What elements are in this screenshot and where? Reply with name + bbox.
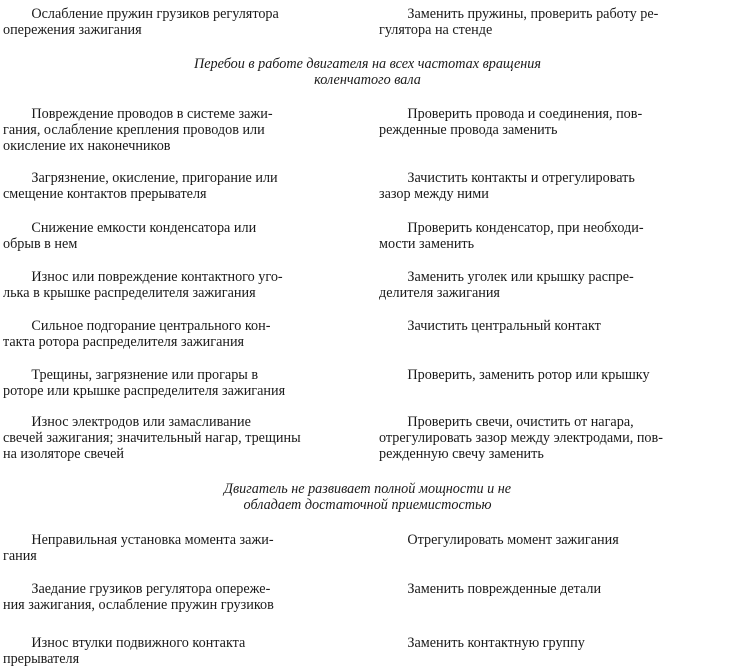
remedy-text: Заменить пружины, проверить работу ре- гулятора на стенде — [379, 6, 659, 38]
section-heading: Двигатель не развивает полной мощности и не обладает достаточной приемистостью — [223, 481, 512, 513]
remedy-text: Проверить провода и соединения, пов- режденные провода заменить — [379, 106, 643, 138]
cause-text: Сильное подгорание центрального кон- такта ротора распределителя зажигания — [3, 318, 271, 350]
cause-text: Износ или повреждение контактного уго- лька в крышке распределителя зажигания — [3, 269, 283, 301]
remedy-text: Заменить поврежденные детали — [379, 581, 602, 597]
cause-text: Заедание грузиков регулятора опереже- ния зажигания, ослабление пружин грузиков — [3, 581, 274, 613]
cause-text: Повреждение проводов в системе зажи- гания, ослабление крепления проводов или окисление их наконечников — [3, 106, 273, 154]
remedy-text: Проверить конденсатор, при необходи- мости заменить — [379, 220, 644, 252]
cause-text: Неправильная установка момента зажи- гания — [3, 532, 274, 564]
cause-text: Износ втулки подвижного контакта прерывателя — [3, 635, 246, 667]
remedy-text: Заменить уголек или крышку распре- делителя зажигания — [379, 269, 634, 301]
remedy-text: Заменить контактную группу — [379, 635, 585, 651]
section-heading: Перебои в работе двигателя на всех частотах вращения коленчатого вала — [193, 56, 542, 88]
cause-text: Износ электродов или замасливание свечей зажигания; значительный нагар, трещины на изоляторе свечей — [3, 414, 301, 462]
remedy-text: Зачистить контакты и отрегулировать зазор между ними — [379, 170, 635, 202]
remedy-text: Проверить, заменить ротор или крышку — [379, 367, 650, 383]
cause-text: Трещины, загрязнение или прогары в роторе или крышке распределителя зажигания — [3, 367, 286, 399]
cause-text: Снижение емкости конденсатора или обрыв в нем — [3, 220, 257, 252]
cause-text: Загрязнение, окисление, пригорание или смещение контактов прерывателя — [3, 170, 278, 202]
remedy-text: Отрегулировать момент зажигания — [379, 532, 619, 548]
remedy-text: Проверить свечи, очистить от нагара, отрегулировать зазор между электродами, пов- режденную свечу заменить — [379, 414, 663, 462]
cause-text: Ослабление пружин грузиков регулятора опережения зажигания — [3, 6, 279, 38]
remedy-text: Зачистить центральный контакт — [379, 318, 601, 334]
